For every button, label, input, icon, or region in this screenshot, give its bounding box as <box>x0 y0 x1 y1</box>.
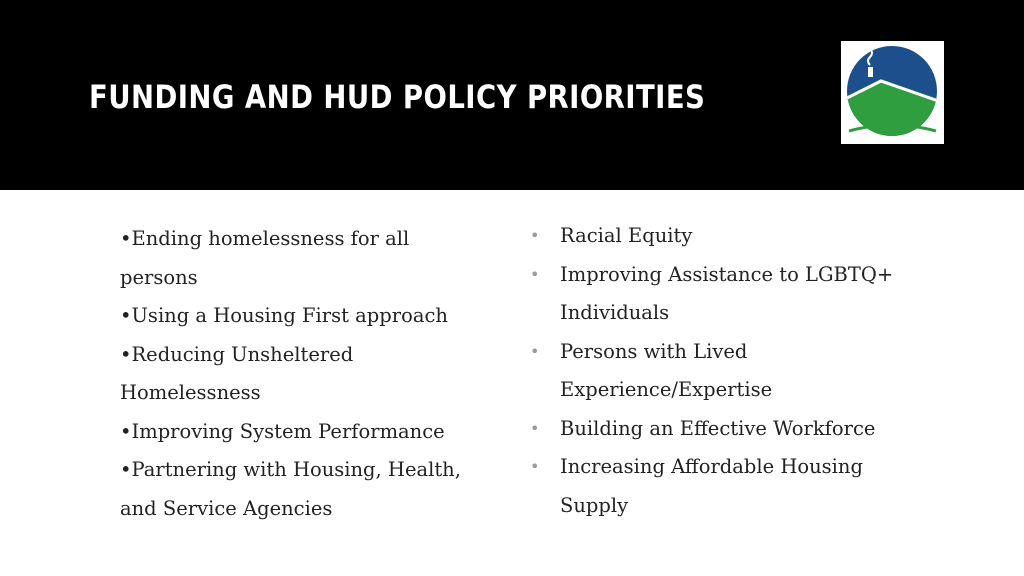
list-item: •Reducing Unsheltered Homelessness <box>120 342 354 404</box>
left-priority-list <box>120 220 490 528</box>
list-item <box>530 448 910 525</box>
bullet-icon: • <box>530 341 540 361</box>
list-item-text: Increasing Affordable Housing Supply <box>560 455 863 517</box>
list-item <box>530 256 910 333</box>
organization-logo <box>841 41 944 144</box>
list-item <box>530 333 910 410</box>
list-item-text: Improving Assistance to LGBTQ+ Individuals <box>560 262 894 324</box>
list-item-text: Persons with Lived Experience/Expertise <box>560 339 773 401</box>
list-item <box>530 217 910 256</box>
list-item: •Using a Housing First approach <box>120 304 448 327</box>
list-item: •Improving System Performance <box>120 419 445 443</box>
bullet-icon: • <box>530 264 540 284</box>
house-on-hill-logo-icon <box>841 41 944 144</box>
list-item: •Ending homelessness for all persons <box>120 227 410 289</box>
list-item: •Partnering with Housing, Health, and Service Agencies <box>120 458 461 520</box>
bullet-icon: • <box>530 226 540 245</box>
slide-header <box>0 0 1024 190</box>
list-item-text: Racial Equity <box>560 224 693 247</box>
slide-title: FUNDING AND HUD POLICY PRIORITIES <box>89 78 706 116</box>
right-priority-list <box>530 217 910 525</box>
bullet-icon: • <box>530 418 540 438</box>
list-item-text: Building an Effective Workforce <box>560 416 876 440</box>
list-item <box>530 410 910 449</box>
bullet-icon: • <box>530 457 540 476</box>
